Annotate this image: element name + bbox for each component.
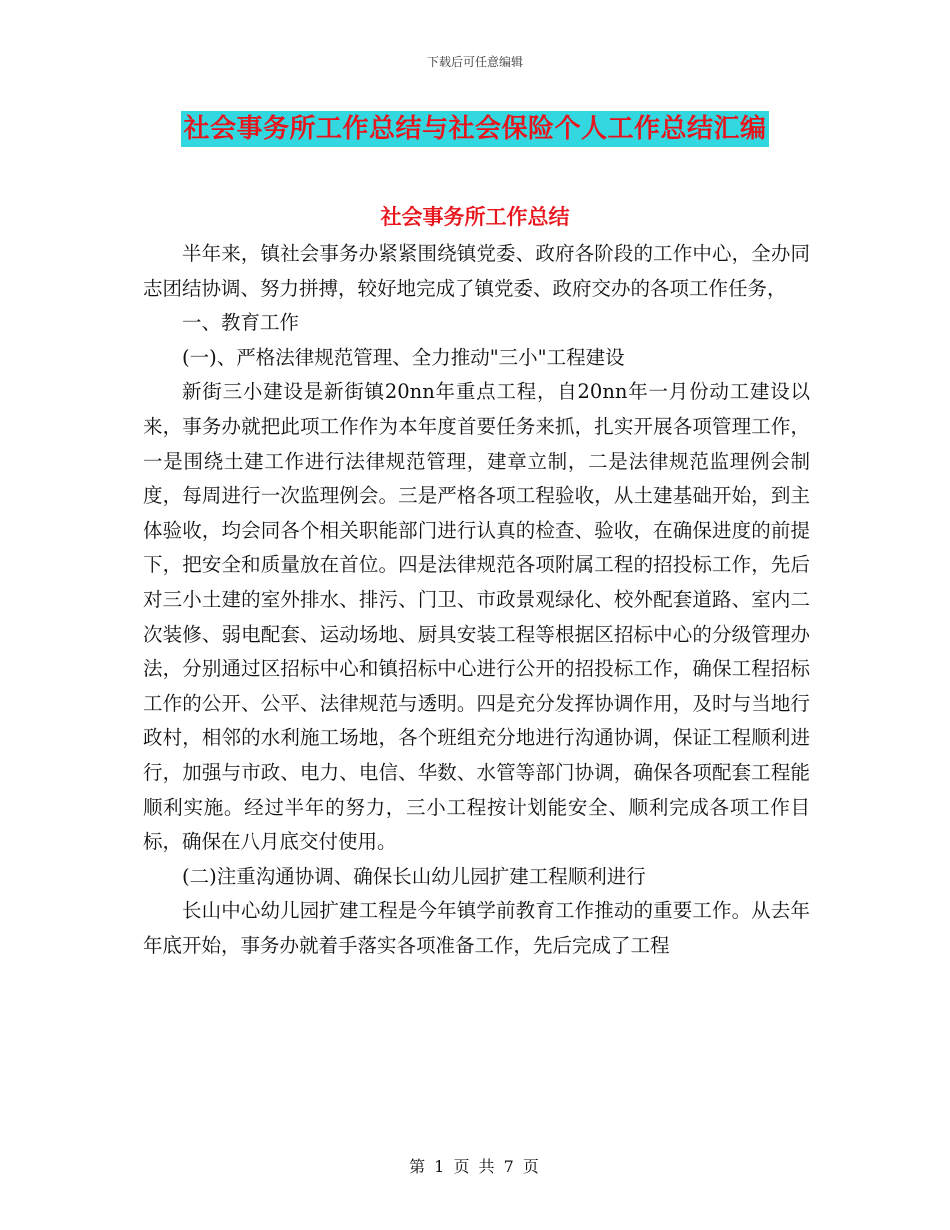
document-title-container bbox=[0, 111, 950, 147]
page-header-note: 下载后可任意编辑 bbox=[426, 55, 523, 69]
paragraph-subheading-2: (二)注重沟通协调、确保长山幼儿园扩建工程顺利进行 bbox=[182, 864, 646, 888]
paragraph-kindergarten: 长山中心幼儿园扩建工程是今年镇学前教育工作推动的重要工作。从去年年底开始，事务办就着手落实各项准备工作，先后完成了工程 bbox=[143, 899, 810, 957]
paragraph-subheading-1: (一)、严格法律规范管理、全力推动"三小"工程建设 bbox=[182, 345, 625, 369]
section-title: 社会事务所工作总结 bbox=[380, 205, 570, 229]
paragraph-sanxiao-project: 新街三小建设是新街镇20nn年重点工程，自20nn年一月份动工建设以来，事务办就把此项工作作为本年度首要任务来抓，扎实开展各项管理工作，一是围绕土建工作进行法律规范管理，建章立制，二是法律规范监理例会制度，每周进行一次监理例会。三是严格各项工程验收，从土建基础开始，到主体验收，均会同各个相关职能部门进行认真的检查、验收，在确保进度的前提下，把安全和质量放在首位。四是法律规范各项附属工程的招投标工作，先后对三小土建的室外排水、排污、门卫、市政景观绿化、校外配套道路、室内二次装修、弱电配套、运动场地、厨具安装工程等根据区招标中心的分级管理办法，分别通过区招标中心和镇招标中心进行公开的招投标工作，确保工程招标工作的公开、公平、法律规范与透明。四是充分发挥协调作用，及时与当地行政村，相邻的水利施工场地，各个班组充分地进行沟通协调，保证工程顺利进行，加强与市政、电力、电信、华数、水管等部门协调，确保各项配套工程能顺利实施。经过半年的努力，三小工程按计划能安全、顺利完成各项工作目标，确保在八月底交付使用。 bbox=[143, 380, 810, 854]
paragraph-intro: 半年来，镇社会事务办紧紧围绕镇党委、政府各阶段的工作中心，全办同志团结协调、努力拼搏，较好地完成了镇党委、政府交办的各项工作任务， bbox=[143, 242, 810, 300]
document-title: 社会事务所工作总结与社会保险个人工作总结汇编 bbox=[181, 111, 768, 147]
document-body-text bbox=[143, 237, 810, 963]
paragraph-heading-education: 一、教育工作 bbox=[182, 311, 300, 335]
page-number: 第 1 页 共 7 页 bbox=[409, 1157, 541, 1176]
